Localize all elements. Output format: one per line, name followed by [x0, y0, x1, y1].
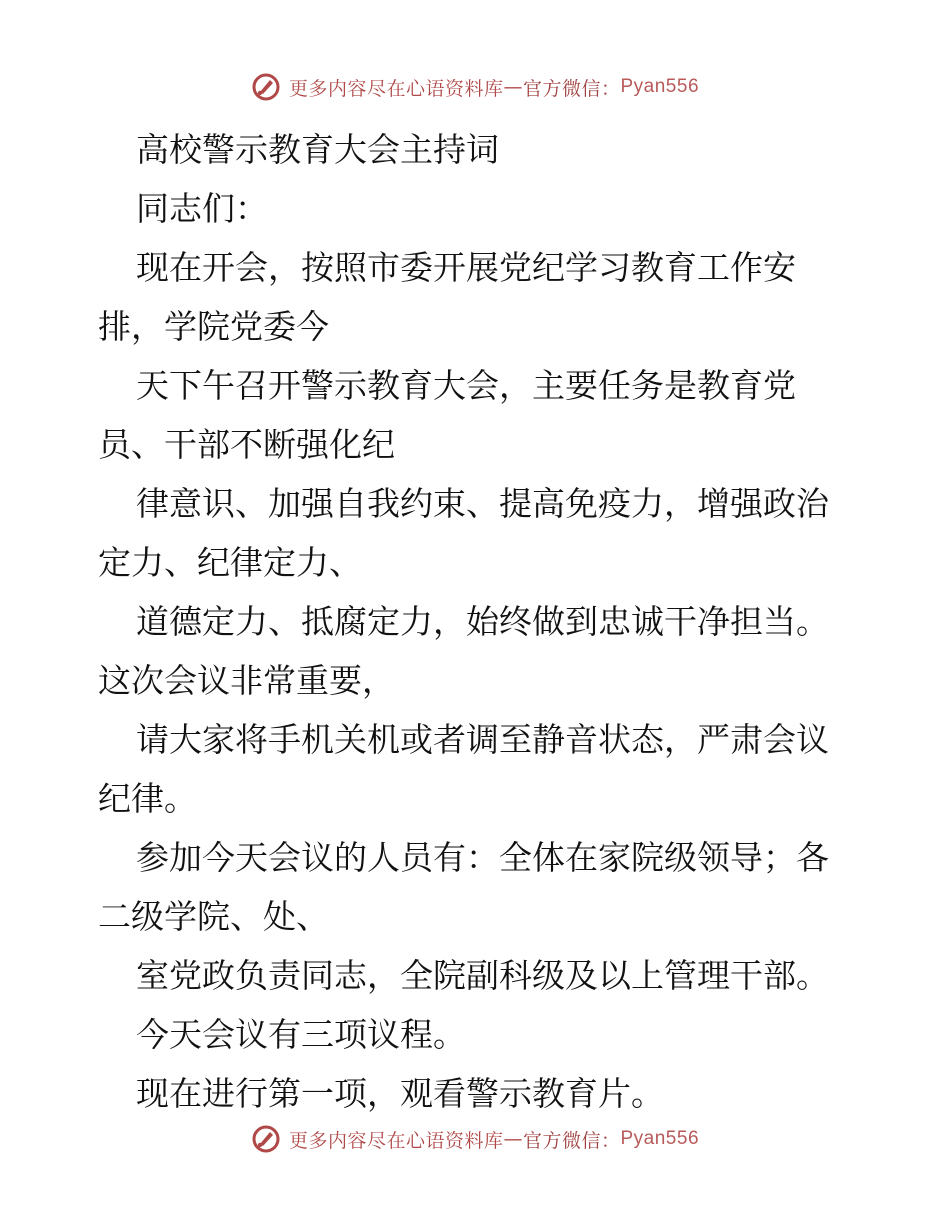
- brand-logo-icon: [251, 72, 281, 102]
- banner-dash: —: [503, 76, 523, 98]
- banner-text: 更多内容尽在心语资料库: [288, 77, 504, 100]
- brand-logo-icon: [251, 1124, 281, 1154]
- paragraph: 请大家将手机关机或者调至静音状态，严肃会议纪律。: [98, 720, 829, 818]
- document-title: 高校警示教育大会主持词: [136, 130, 499, 169]
- paragraph: 同志们：: [136, 189, 268, 228]
- paragraph: 天下午召开警示教育大会，主要任务是教育党员、干部不断强化纪: [98, 366, 796, 464]
- paragraph: 道德定力、抵腐定力，始终做到忠诚干净担当。这次会议非常重要，: [98, 602, 829, 700]
- banner-wechat-label: 官方微信：: [522, 77, 621, 100]
- document-body: [98, 120, 858, 1123]
- paragraph: 室党政负责同志，全院副科级及以上管理干部。: [136, 956, 829, 995]
- banner-text: 更多内容尽在心语资料库: [288, 1129, 504, 1152]
- banner-dash: —: [503, 1128, 523, 1150]
- banner-handle: Pyan556: [620, 76, 700, 97]
- header-banner: [0, 72, 950, 102]
- paragraph: 今天会议有三项议程。: [136, 1015, 466, 1054]
- banner-handle: Pyan556: [620, 1128, 700, 1149]
- paragraph: 参加今天会议的人员有：全体在家院级领导；各二级学院、处、: [98, 838, 829, 936]
- footer-banner: [0, 1124, 950, 1154]
- banner-wechat-label: 官方微信：: [522, 1129, 621, 1152]
- paragraph: 现在开会，按照市委开展党纪学习教育工作安排，学院党委今: [98, 248, 796, 346]
- paragraph: 现在进行第一项，观看警示教育片。: [136, 1074, 664, 1113]
- paragraph: 律意识、加强自我约束、提高免疫力，增强政治定力、纪律定力、: [98, 484, 829, 582]
